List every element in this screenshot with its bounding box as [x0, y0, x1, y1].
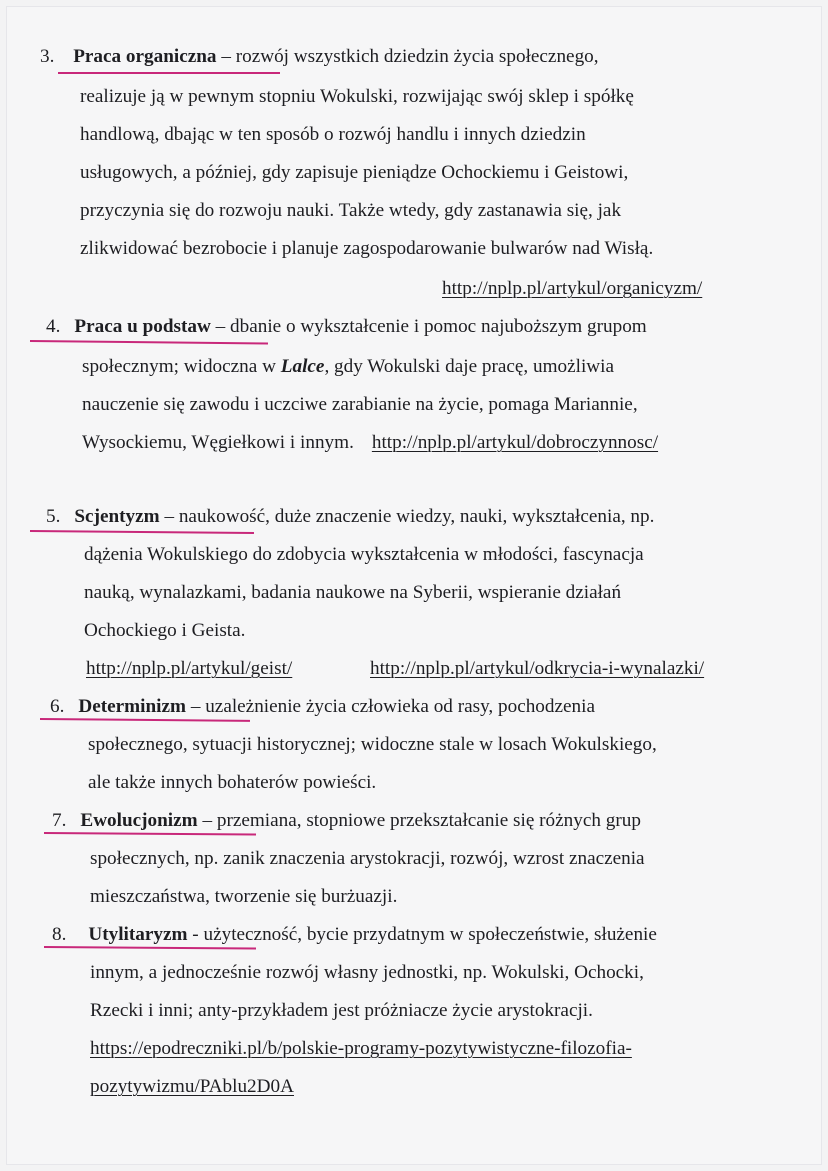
item-number: 7. — [52, 810, 67, 831]
item-text: użyteczność, bycie przydatnym w społeczeństwie, służenie — [203, 924, 657, 945]
item-text: dbanie o wykształcenie i pomoc najuboższym grupom — [230, 316, 647, 337]
item-number: 4. — [46, 316, 61, 337]
item-text: nauką, wynalazkami, badania naukowe na Syberii, wspieranie działań — [84, 582, 622, 603]
item-term: Determinizm — [78, 696, 187, 717]
item-text: uzależnienie życia człowieka od rasy, pochodzenia — [205, 696, 595, 717]
source-link-continued[interactable]: pozytywizmu/PAblu2D0A — [90, 1076, 294, 1097]
pen-underline — [44, 946, 256, 949]
item-5-heading-line: 5. Scjentyzm – naukowość, duże znaczenie wiedzy, nauki, wykształcenia, np. — [46, 506, 655, 527]
item-text: nauczenie się zawodu i uczciwe zarabianie na życie, pomaga Mariannie, — [82, 394, 638, 415]
source-link[interactable]: http://nplp.pl/artykul/organicyzm/ — [442, 278, 703, 299]
item-text-line: Wysockiemu, Węgiełkowi i innym. http://nplp.pl/artykul/dobroczynnosc/ — [82, 432, 659, 453]
item-term: Utylitaryzm — [88, 924, 188, 945]
document-page — [6, 6, 822, 1165]
item-text: rozwój wszystkich dziedzin życia społecznego, — [235, 46, 599, 67]
pen-underline — [58, 72, 280, 74]
item-term: Praca organiczna — [73, 46, 217, 67]
item-text: handlową, dbając w ten sposób o rozwój handlu i innych dziedzin — [80, 124, 586, 145]
pen-underline — [30, 530, 254, 534]
item-text: ale także innych bohaterów powieści. — [88, 772, 377, 793]
item-text: przemiana, stopniowe przekształcanie się różnych grup — [216, 810, 641, 831]
item-6-heading-line: 6. Determinizm – uzależnienie życia człowieka od rasy, pochodzenia — [50, 696, 595, 717]
item-4-heading-line: 4. Praca u podstaw – dbanie o wykształcenie i pomoc najuboższym grupom — [46, 316, 647, 337]
pen-underline — [30, 340, 268, 344]
item-3-heading-line: 3. Praca organiczna – rozwój wszystkich dziedzin życia społecznego, — [40, 46, 599, 67]
item-text: naukowość, duże znaczenie wiedzy, nauki, wykształcenia, np. — [178, 506, 655, 527]
item-7-heading-line: 7. Ewolucjonizm – przemiana, stopniowe przekształcanie się różnych grup — [52, 810, 641, 831]
item-number: 5. — [46, 506, 61, 527]
item-text: usługowych, a później, gdy zapisuje pieniądze Ochockiemu i Geistowi, — [80, 162, 629, 183]
item-text: zlikwidować bezrobocie i planuje zagospodarowanie bulwarów nad Wisłą. — [80, 238, 654, 259]
item-term: Ewolucjonizm — [80, 810, 198, 831]
item-number: 8. — [52, 924, 67, 945]
item-text: dążenia Wokulskiego do zdobycia wykształcenia w młodości, fascynacja — [84, 544, 644, 565]
item-text: mieszczaństwa, tworzenie się burżuazji. — [90, 886, 398, 907]
item-text: przyczynia się do rozwoju nauki. Także wtedy, gdy zastanawia się, jak — [80, 200, 622, 221]
source-link[interactable]: http://nplp.pl/artykul/dobroczynnosc/ — [371, 432, 659, 453]
item-text: społecznych, np. zanik znaczenia arystokracji, rozwój, wzrost znaczenia — [90, 848, 645, 869]
item-text: realizuje ją w pewnym stopniu Wokulski, rozwijając swój sklep i spółkę — [80, 86, 634, 107]
item-text: innym, a jednocześnie rozwój własny jednostki, np. Wokulski, Ochocki, — [90, 962, 644, 983]
book-title: Lalce — [280, 356, 325, 377]
item-text: Ochockiego i Geista. — [84, 620, 246, 641]
source-link[interactable]: http://nplp.pl/artykul/geist/ — [86, 658, 293, 679]
source-link[interactable]: http://nplp.pl/artykul/odkrycia-i-wynalazki/ — [370, 658, 705, 679]
item-text: Rzecki i inni; anty-przykładem jest próżniacze życie arystokracji. — [90, 1000, 593, 1021]
item-8-heading-line: 8. Utylitaryzm - użyteczność, bycie przydatnym w społeczeństwie, służenie — [52, 924, 657, 945]
item-number: 3. — [40, 46, 55, 67]
item-term: Praca u podstaw — [74, 316, 211, 337]
item-term: Scjentyzm — [74, 506, 160, 527]
pen-underline — [44, 832, 256, 835]
item-text-line: społecznym; widoczna w Lalce, gdy Wokulski daje pracę, umożliwia — [82, 356, 615, 377]
source-link[interactable]: https://epodreczniki.pl/b/polskie-programy-pozytywistyczne-filozofia- — [90, 1038, 632, 1059]
item-text: społecznego, sytuacji historycznej; widoczne stale w losach Wokulskiego, — [88, 734, 657, 755]
item-number: 6. — [50, 696, 65, 717]
pen-underline — [40, 718, 250, 722]
